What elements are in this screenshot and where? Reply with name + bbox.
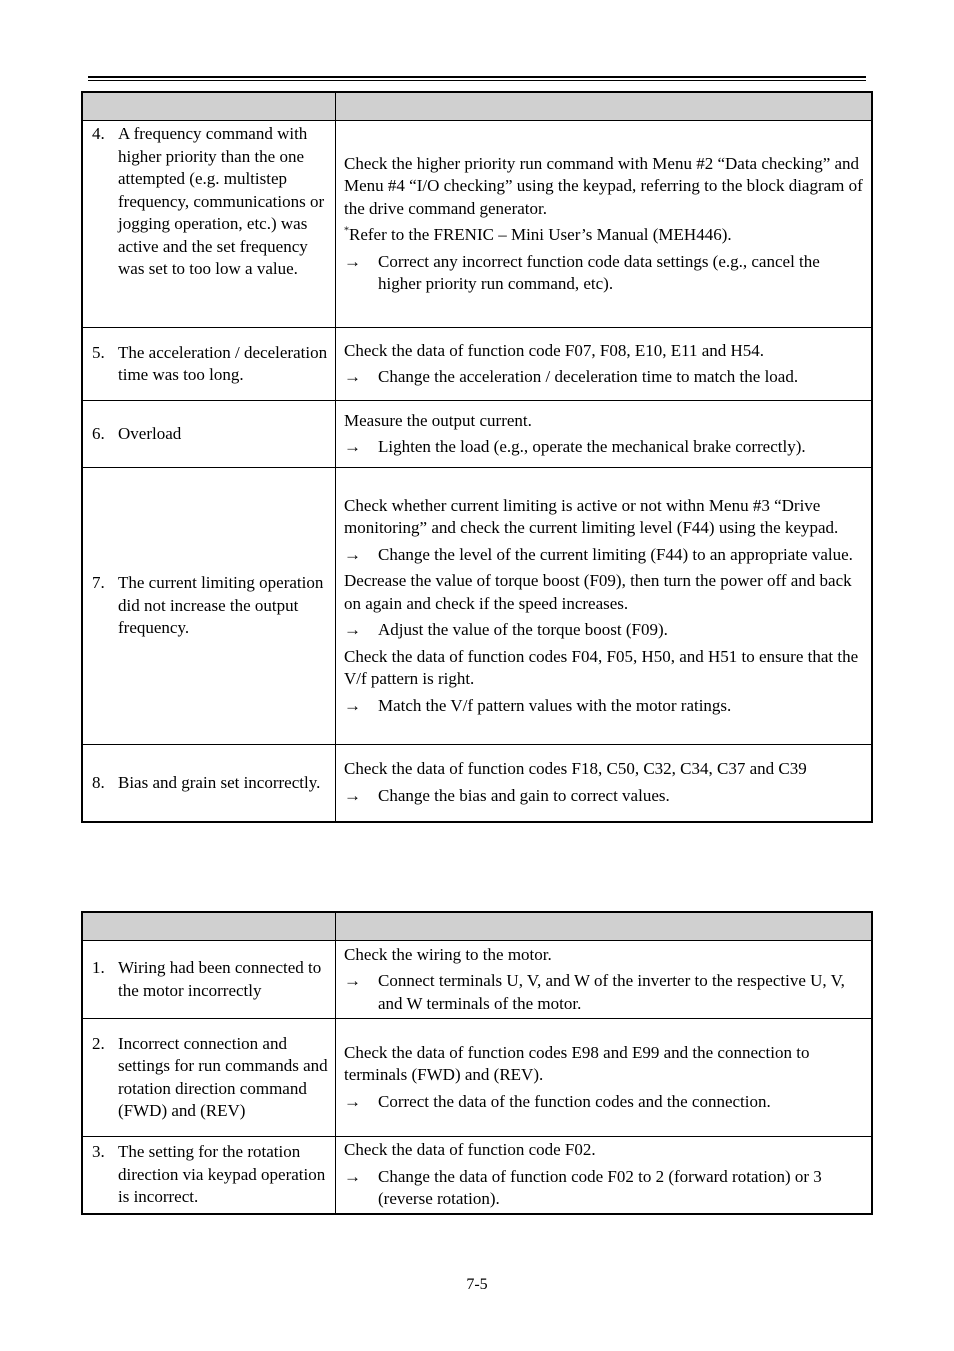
check-text: Check the data of function code F07, F08, E10, E11 and H54. (344, 340, 765, 360)
action-text: Change the level of the current limiting (F44) to an appropriate value. (378, 544, 853, 564)
check-cell (336, 468, 873, 745)
action-text: Change the data of function code F02 to 2 (forward rotation) or 3 (reverse rotation). (378, 1166, 822, 1208)
check-text: Check whether current limiting is active or not withn Menu #3 “Drive monitoring” and check the current limiting level (F44) using the keypad. (344, 495, 839, 538)
arrow-icon: → (344, 251, 361, 271)
check-text: Check the data of function codes F04, F05, H50, and H51 to ensure that the V/f pattern is right. (344, 646, 859, 689)
reference-note (344, 224, 865, 247)
action-item (344, 544, 865, 567)
row-number: 4. (92, 124, 105, 143)
cause-cell (82, 1137, 336, 1214)
row-number: 6. (92, 423, 105, 443)
cause-text: The acceleration / deceleration time was too long. (118, 342, 328, 384)
table-header-row (82, 912, 872, 941)
action-text: Change the bias and gain to correct values. (378, 785, 670, 805)
action-item (344, 366, 865, 389)
header-cell-cause (82, 92, 336, 121)
row-number: 5. (92, 342, 105, 362)
action-item (344, 436, 865, 459)
arrow-icon: → (344, 695, 361, 715)
check-text: Check the data of function codes F18, C50, C32, C34, C37 and C39 (344, 759, 807, 779)
cause-text: A frequency command with higher priority than the one attempted (e.g. multistep frequency, communications or jogging operation, etc.) was active and the set frequency was set to too low a value. (118, 124, 325, 278)
check-text: Measure the output current. (344, 410, 532, 430)
troubleshooting-table-2 (81, 911, 873, 1215)
header-rule-thick (88, 76, 866, 78)
cause-cell (82, 401, 336, 468)
action-text: Lighten the load (e.g., operate the mechanical brake correctly). (378, 437, 806, 456)
action-item (344, 619, 865, 642)
cause-text: Bias and grain set incorrectly. (118, 772, 321, 792)
cause-cell (82, 121, 336, 328)
arrow-icon: → (344, 620, 361, 640)
action-text: Connect terminals U, V, and W of the inverter to the respective U, V, and W terminals of the motor. (378, 971, 845, 1013)
cause-cell (82, 468, 336, 745)
cause-text: The setting for the rotation direction via keypad operation is incorrect. (118, 1142, 326, 1206)
cause-text: Wiring had been connected to the motor incorrectly (118, 958, 322, 1000)
arrow-icon: → (344, 1091, 361, 1111)
check-cell (336, 941, 873, 1019)
arrow-icon: → (344, 971, 361, 991)
cause-cell (82, 328, 336, 401)
check-cell (336, 1019, 873, 1137)
arrow-icon: → (344, 1166, 361, 1186)
header-cell-cause (82, 912, 336, 941)
table-row (82, 1019, 872, 1137)
row-number: 2. (92, 1033, 105, 1053)
arrow-icon: → (344, 544, 361, 564)
table-row (82, 1137, 872, 1214)
header-cell-check (336, 92, 873, 121)
check-text: Check the data of function codes E98 and E99 and the connection to terminals (FWD) and (REV). (344, 1042, 810, 1085)
row-number: 7. (92, 573, 105, 593)
action-item (344, 1166, 865, 1211)
check-text: Check the higher priority run command with Menu #2 “Data checking” and Menu #4 “I/O checking” using the keypad, referring to the block diagram of the drive command generator. (344, 153, 863, 218)
cause-text: Overload (118, 423, 182, 443)
arrow-icon: → (344, 785, 361, 805)
check-cell (336, 121, 873, 328)
action-text: Correct any incorrect function code data settings (e.g., cancel the higher priority run command, etc). (378, 251, 820, 293)
table-header-row (82, 92, 872, 121)
action-text: Adjust the value of the torque boost (F09). (378, 620, 668, 640)
table-row (82, 745, 872, 822)
action-item (344, 1091, 865, 1114)
row-number: 1. (92, 958, 105, 977)
table-row (82, 121, 872, 328)
footnote-mark: * (344, 225, 349, 237)
check-cell (336, 745, 873, 822)
cause-cell (82, 941, 336, 1019)
check-cell (336, 328, 873, 401)
cause-cell (82, 745, 336, 822)
cause-text: Incorrect connection and settings for run commands and rotation direction command (FWD) and (REV) (118, 1033, 328, 1120)
check-cell (336, 1137, 873, 1214)
action-text: Correct the data of the function codes and the connection. (378, 1091, 771, 1111)
action-item (344, 695, 865, 718)
table-row (82, 401, 872, 468)
arrow-icon: → (344, 437, 361, 456)
cause-text: The current limiting operation did not increase the output frequency. (118, 573, 324, 638)
row-number: 3. (92, 1142, 105, 1161)
check-text: Decrease the value of torque boost (F09), then turn the power off and back on again and check if the speed increases. (344, 571, 852, 613)
troubleshooting-table-1 (81, 91, 873, 823)
action-text: Change the acceleration / deceleration time to match the load. (378, 367, 799, 386)
page-number: 7-5 (466, 1276, 488, 1293)
action-text: Match the V/f pattern values with the motor ratings. (378, 695, 732, 715)
action-item (344, 251, 865, 296)
cause-cell (82, 1019, 336, 1137)
table-row (82, 468, 872, 745)
action-item (344, 785, 865, 808)
table-row (82, 941, 872, 1019)
check-cell (336, 401, 873, 468)
row-number: 8. (92, 772, 105, 792)
header-rule-thin (88, 80, 866, 81)
check-text: Check the data of function code F02. (344, 1140, 596, 1159)
action-item (344, 970, 865, 1015)
arrow-icon: → (344, 367, 361, 386)
header-cell-check (336, 912, 873, 941)
reference-text: Refer to the FRENIC – Mini User’s Manual (MEH446). (349, 225, 732, 244)
check-text: Check the wiring to the motor. (344, 944, 552, 964)
table-row (82, 328, 872, 401)
